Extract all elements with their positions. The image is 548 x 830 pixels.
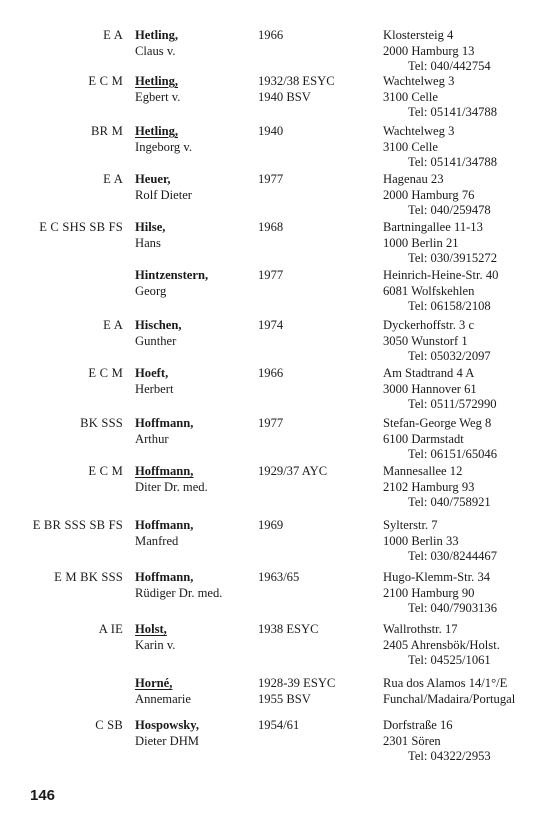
address-line: Rua dos Alamos 14/1°/E	[383, 676, 508, 690]
membership-years	[258, 416, 378, 432]
membership-years	[258, 220, 378, 236]
year-line: 1940 BSV	[258, 89, 311, 104]
membership-years	[258, 28, 378, 44]
year-line: 1940	[258, 124, 284, 138]
telephone: Tel: 040/758921	[408, 495, 491, 509]
telephone: Tel: 030/3915272	[408, 251, 498, 265]
year-line: 1977	[258, 172, 284, 186]
surname: Hoffmann,	[135, 464, 194, 478]
membership-years	[258, 366, 378, 382]
address-line: 3100 Celle	[383, 89, 438, 104]
given-name: Rüdiger Dr. med.	[135, 585, 223, 600]
address-line: Wallrothstr. 17	[383, 622, 458, 636]
address	[383, 74, 548, 121]
given-name: Karin v.	[135, 637, 176, 652]
address	[383, 718, 548, 765]
given-name: Herbert	[135, 381, 174, 396]
membership-years	[258, 74, 378, 105]
class-codes: E BR SSS SB FS	[32, 518, 123, 532]
address	[383, 622, 548, 669]
surname: Hetling,	[135, 124, 179, 138]
membership-years	[258, 318, 378, 334]
telephone: Tel: 0511/572990	[408, 397, 497, 411]
telephone: Tel: 06151/65046	[408, 447, 498, 461]
given-name: Gunther	[135, 333, 177, 348]
given-name: Diter Dr. med.	[135, 479, 208, 494]
telephone: Tel: 04525/1061	[408, 653, 491, 667]
member-name	[135, 28, 255, 59]
year-line: 1938 ESYC	[258, 622, 319, 636]
class-codes: E C SHS SB FS	[39, 220, 123, 234]
address	[383, 416, 548, 463]
year-line: 1977	[258, 416, 284, 430]
address	[383, 172, 548, 219]
year-line: 1928-39 ESYC	[258, 676, 336, 690]
address-line: Stefan-George Weg 8	[383, 416, 492, 430]
class-codes: E A	[103, 318, 123, 332]
address-line: 3000 Hannover 61	[383, 381, 477, 396]
membership-years	[258, 268, 378, 284]
given-name: Georg	[135, 283, 167, 298]
membership-years	[258, 622, 378, 638]
surname: Hintzenstern,	[135, 268, 209, 282]
member-name	[135, 718, 255, 749]
membership-years	[258, 718, 378, 734]
member-name	[135, 366, 255, 397]
surname: Hilse,	[135, 220, 166, 234]
class-codes: E A	[103, 28, 123, 42]
year-line: 1977	[258, 268, 284, 282]
address-line: Heinrich-Heine-Str. 40	[383, 268, 499, 282]
address-line: Hagenau 23	[383, 172, 444, 186]
surname: Hoffmann,	[135, 570, 194, 584]
address-line: Mannesallee 12	[383, 464, 463, 478]
telephone: Tel: 040/259478	[408, 203, 491, 217]
year-line: 1963/65	[258, 570, 300, 584]
address	[383, 268, 548, 315]
address-line: 2102 Hamburg 93	[383, 479, 475, 494]
given-name: Rolf Dieter	[135, 187, 193, 202]
member-name	[135, 318, 255, 349]
surname: Hetling,	[135, 28, 179, 42]
address	[383, 366, 548, 413]
telephone: Tel: 040/442754	[408, 59, 491, 73]
address-line: 6081 Wolfskehlen	[383, 283, 475, 298]
address	[383, 28, 548, 75]
given-name: Manfred	[135, 533, 179, 548]
membership-years	[258, 172, 378, 188]
surname: Hetling,	[135, 74, 179, 88]
year-line: 1969	[258, 518, 284, 532]
surname: Hoffmann,	[135, 518, 194, 532]
member-name	[135, 416, 255, 447]
address-line: Wachtelweg 3	[383, 74, 455, 88]
address-line: Klostersteig 4	[383, 28, 454, 42]
address-line: Dorfstraße 16	[383, 718, 453, 732]
given-name: Annemarie	[135, 691, 191, 706]
member-name	[135, 622, 255, 653]
address-line: Am Stadtrand 4 A	[383, 366, 475, 380]
address-line: Dyckerhoffstr. 3 c	[383, 318, 475, 332]
member-name	[135, 268, 255, 299]
surname: Hischen,	[135, 318, 182, 332]
given-name: Egbert v.	[135, 89, 181, 104]
member-name	[135, 676, 255, 707]
year-line: 1932/38 ESYC	[258, 74, 335, 88]
class-codes: BK SSS	[80, 416, 123, 430]
class-codes: E C M	[88, 366, 123, 380]
class-codes: E M BK SSS	[54, 570, 123, 584]
membership-years	[258, 464, 378, 480]
address-line: 1000 Berlin 21	[383, 235, 459, 250]
given-name: Arthur	[135, 431, 169, 446]
member-name	[135, 518, 255, 549]
year-line: 1954/61	[258, 718, 300, 732]
address-line: Hugo-Klemm-Str. 34	[383, 570, 491, 584]
telephone: Tel: 04322/2953	[408, 749, 491, 763]
telephone: Tel: 05032/2097	[408, 349, 491, 363]
year-line: 1966	[258, 28, 284, 42]
telephone: Tel: 040/7903136	[408, 601, 498, 615]
class-codes: C SB	[95, 718, 123, 732]
address-line: Bartningallee 11-13	[383, 220, 483, 234]
class-codes: BR M	[91, 124, 123, 138]
year-line: 1929/37 AYC	[258, 464, 328, 478]
address	[383, 676, 548, 707]
year-line: 1955 BSV	[258, 691, 311, 706]
member-name	[135, 464, 255, 495]
surname: Horné,	[135, 676, 173, 690]
class-codes: A IE	[98, 622, 123, 636]
surname: Heuer,	[135, 172, 171, 186]
telephone: Tel: 030/8244467	[408, 549, 498, 563]
class-codes: E C M	[88, 74, 123, 88]
address-line: 2405 Ahrensbök/Holst.	[383, 637, 500, 652]
member-name	[135, 570, 255, 601]
address-line: 2000 Hamburg 76	[383, 187, 475, 202]
class-codes: E A	[103, 172, 123, 186]
membership-years	[258, 570, 378, 586]
address	[383, 220, 548, 267]
telephone: Tel: 05141/34788	[408, 105, 498, 119]
address-line: 3100 Celle	[383, 139, 438, 154]
address	[383, 518, 548, 565]
given-name: Ingeborg v.	[135, 139, 193, 154]
address-line: 6100 Darmstadt	[383, 431, 464, 446]
surname: Hospowsky,	[135, 718, 200, 732]
membership-years	[258, 518, 378, 534]
address	[383, 464, 548, 511]
class-codes: E C M	[88, 464, 123, 478]
year-line: 1968	[258, 220, 284, 234]
address-line: Funchal/Madaira/Portugal	[383, 691, 516, 706]
surname: Holst,	[135, 622, 167, 636]
surname: Hoeft,	[135, 366, 169, 380]
membership-years	[258, 676, 378, 707]
given-name: Dieter DHM	[135, 733, 200, 748]
given-name: Hans	[135, 235, 161, 250]
member-name	[135, 172, 255, 203]
telephone: Tel: 06158/2108	[408, 299, 491, 313]
address-line: 2100 Hamburg 90	[383, 585, 475, 600]
member-name	[135, 220, 255, 251]
year-line: 1966	[258, 366, 284, 380]
page-number: 146	[30, 787, 56, 804]
year-line: 1974	[258, 318, 284, 332]
telephone: Tel: 05141/34788	[408, 155, 498, 169]
address	[383, 124, 548, 171]
address-line: 1000 Berlin 33	[383, 533, 459, 548]
address	[383, 318, 548, 365]
given-name: Claus v.	[135, 43, 176, 58]
address-line: 3050 Wunstorf 1	[383, 333, 468, 348]
address	[383, 570, 548, 617]
member-name	[135, 124, 255, 155]
member-name	[135, 74, 255, 105]
address-line: Wachtelweg 3	[383, 124, 455, 138]
address-line: 2000 Hamburg 13	[383, 43, 475, 58]
surname: Hoffmann,	[135, 416, 194, 430]
address-line: Sylterstr. 7	[383, 518, 438, 532]
membership-years	[258, 124, 378, 140]
address-line: 2301 Sören	[383, 733, 441, 748]
